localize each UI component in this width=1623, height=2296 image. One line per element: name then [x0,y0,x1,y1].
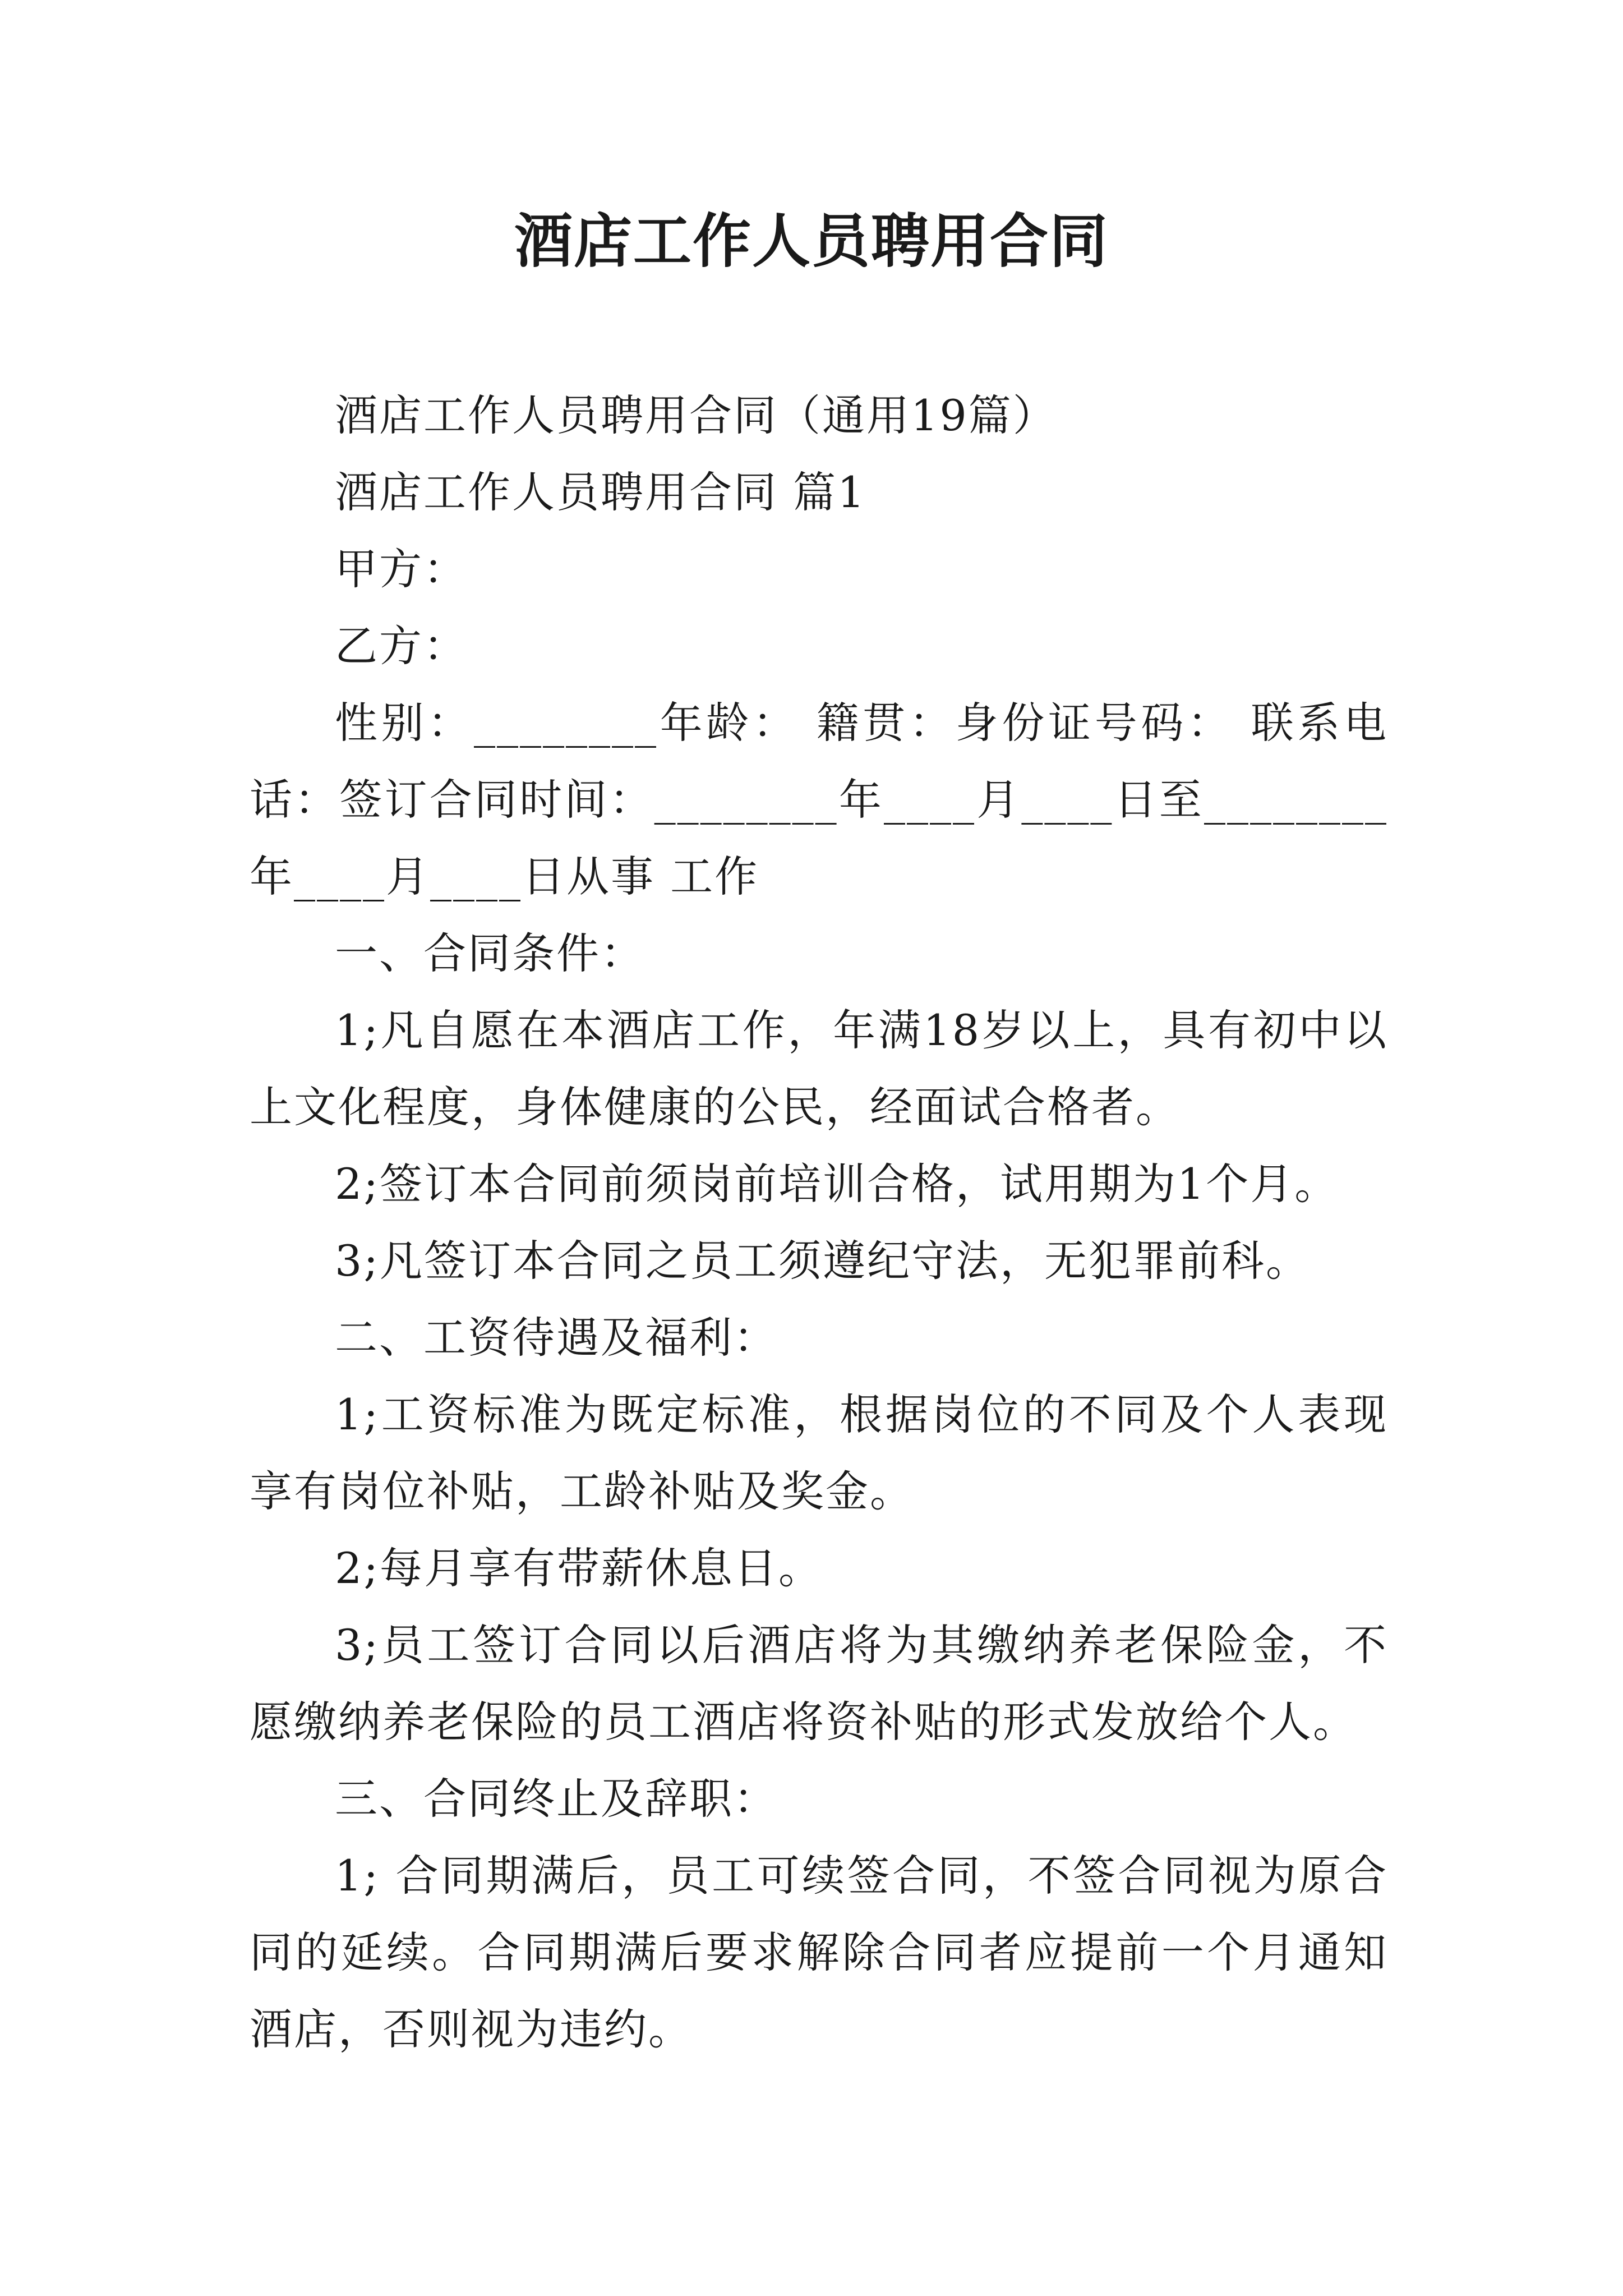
section-heading-contract-conditions: 一、合同条件： [335,928,645,978]
clause-paragraph: 1;凡自愿在本酒店工作，年满18岁以上，具有初中以上文化程度，身体健康的公民，经面试合格者。 [250,1005,1388,1132]
personal-info-paragraph: 性别：________年龄： 籍贯：身份证号码： 联系电话：签订合同时间：________年____月____日至________年____月____日从事 工作 [250,698,1388,901]
clause-paragraph: 2;签订本合同前须岗前培训合格，试用期为1个月。 [335,1159,1339,1209]
document-title: 酒店工作人员聘用合同 [514,206,1109,275]
clause-paragraph: 1;工资标准为既定标准，根据岗位的不同及个人表现享有岗位补贴，工龄补贴及奖金。 [250,1389,1388,1516]
section-heading-termination: 三、合同终止及辞职： [335,1774,778,1824]
section-heading-wages-benefits: 二、工资待遇及福利： [335,1313,778,1363]
section-heading-part-1: 酒店工作人员聘用合同 篇1 [335,467,866,517]
clause-paragraph: 2;每月享有带薪休息日。 [335,1543,823,1593]
clause-paragraph: 3;员工签订合同以后酒店将为其缴纳养老保险金，不愿缴纳养老保险的员工酒店将资补贴的形式发放给个人。 [250,1620,1388,1747]
document-body [250,377,1388,2068]
party-b-line: 乙方： [335,621,468,671]
subtitle-paragraph: 酒店工作人员聘用合同（通用19篇） [335,390,1057,440]
party-a-line: 甲方： [335,544,468,594]
clause-paragraph: 3;凡签订本合同之员工须遵纪守法，无犯罪前科。 [335,1236,1310,1286]
clause-paragraph: 1; 合同期满后，员工可续签合同，不签合同视为原合同的延续。合同期满后要求解除合同者应提前一个月通知酒店，否则视为违约。 [250,1851,1388,2054]
